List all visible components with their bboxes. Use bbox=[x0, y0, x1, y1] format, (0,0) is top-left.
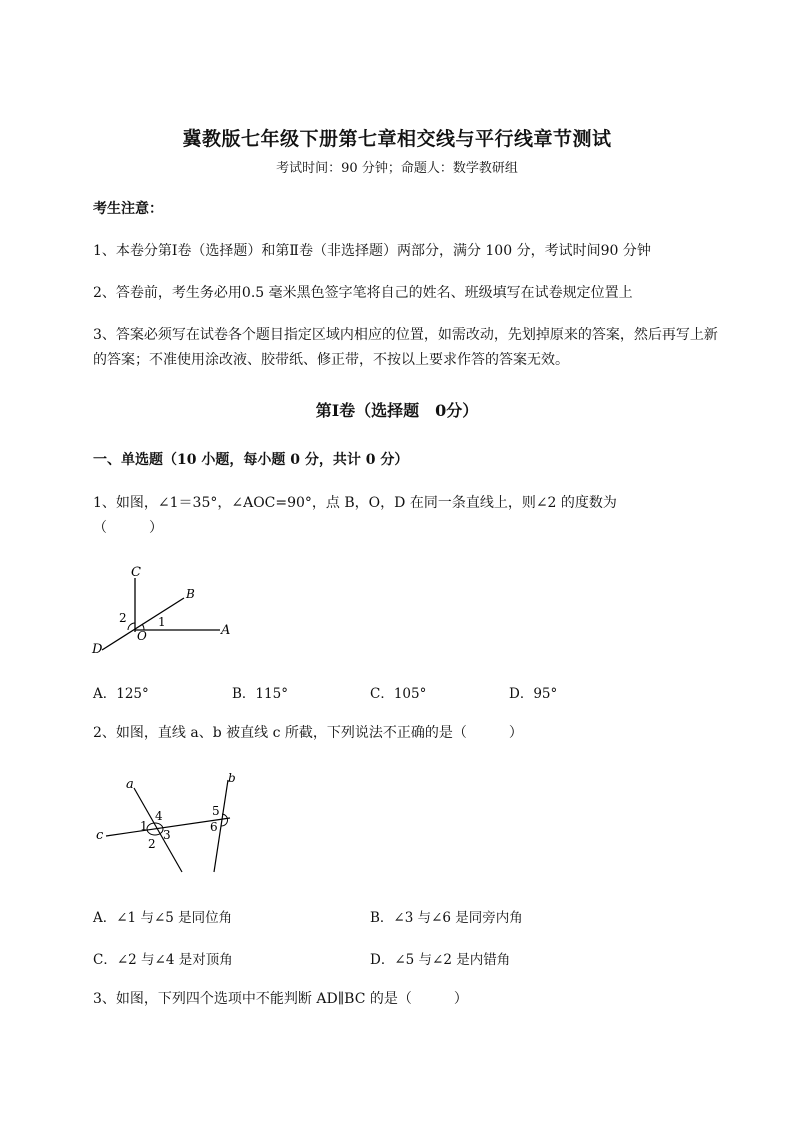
label-a: a bbox=[126, 777, 134, 792]
notice-item-3-cont: 的答案；不准使用涂改液、胶带纸、修正带，不按以上要求作答的答案无效。 bbox=[93, 352, 569, 368]
label-angle-5: 5 bbox=[212, 804, 220, 818]
label-b: B bbox=[186, 587, 195, 601]
label-angle-4: 4 bbox=[155, 809, 163, 823]
notice-item-3: 3、答案必须写在试卷各个题目指定区域内相应的位置，如需改动，先划掉原来的答案，然后再写上新 bbox=[93, 327, 718, 343]
question-3-stem: 3、如图，下列四个选项中不能判断 AD∥BC 的是（ ） bbox=[93, 991, 468, 1007]
label-a: A bbox=[221, 623, 231, 638]
question-2-figure bbox=[92, 768, 252, 878]
label-angle-6: 6 bbox=[210, 820, 218, 834]
question-1-option-b[interactable]: B．115° bbox=[232, 686, 288, 702]
notice-item-1: 1、本卷分第Ⅰ卷（选择题）和第Ⅱ卷（非选择题）两部分，满分 100 分，考试时间90 分钟 bbox=[93, 243, 651, 259]
label-angle-1: 1 bbox=[140, 819, 148, 833]
question-1-figure bbox=[88, 560, 248, 660]
question-2-option-d[interactable]: D．∠5 与∠2 是内错角 bbox=[370, 952, 511, 968]
label-b: b bbox=[228, 771, 236, 785]
part-heading: 一、单选题（10 小题，每小题 0 分，共计 0 分） bbox=[93, 452, 409, 468]
question-2-option-c[interactable]: C．∠2 与∠4 是对顶角 bbox=[93, 952, 233, 968]
question-1-option-d[interactable]: D．95° bbox=[509, 686, 558, 702]
notice-heading: 考生注意： bbox=[93, 201, 163, 217]
label-c: c bbox=[96, 828, 104, 843]
page-title: 冀教版七年级下册第七章相交线与平行线章节测试 bbox=[182, 128, 612, 150]
question-1-option-c[interactable]: C．105° bbox=[370, 686, 427, 702]
label-c: C bbox=[131, 565, 141, 580]
question-2-option-a[interactable]: A．∠1 与∠5 是同位角 bbox=[93, 910, 233, 926]
question-1-paren: （ ） bbox=[93, 520, 163, 536]
question-1-stem: 1、如图，∠1＝35°，∠AOC=90°，点 B，O，D 在同一条直线上，则∠2 的度数为 bbox=[93, 495, 617, 511]
label-angle-2: 2 bbox=[119, 611, 127, 625]
angle-2-arc bbox=[128, 623, 135, 630]
label-d: D bbox=[92, 642, 103, 657]
section-title: 第Ⅰ卷（选择题 0分） bbox=[315, 401, 479, 420]
question-2-stem: 2、如图，直线 a、b 被直线 c 所截，下列说法不正确的是（ ） bbox=[93, 725, 523, 741]
question-2-option-b[interactable]: B．∠3 与∠6 是同旁内角 bbox=[370, 910, 523, 926]
label-angle-2: 2 bbox=[148, 837, 156, 851]
exam-info: 考试时间：90 分钟；命题人：数学教研组 bbox=[276, 161, 518, 176]
question-1-option-a[interactable]: A．125° bbox=[93, 686, 149, 702]
label-angle-3: 3 bbox=[163, 828, 171, 842]
label-o: O bbox=[137, 629, 147, 643]
label-angle-1: 1 bbox=[158, 615, 166, 629]
notice-item-2: 2、答卷前，考生务必用0.5 毫米黑色签字笔将自己的姓名、班级填写在试卷规定位置上 bbox=[93, 285, 633, 301]
